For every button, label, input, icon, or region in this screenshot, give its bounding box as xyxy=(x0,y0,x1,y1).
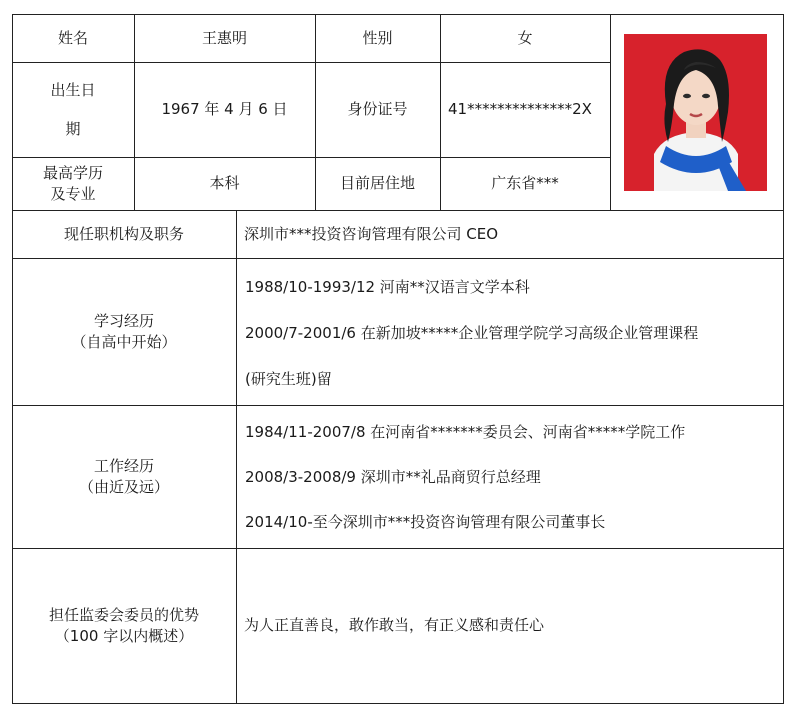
birth-value xyxy=(134,62,315,157)
gender-label xyxy=(315,14,440,62)
name-label-text: 姓名 xyxy=(57,28,88,47)
study-label-line1: 学习经历 xyxy=(93,312,154,331)
current-job-value xyxy=(236,210,784,258)
residence-value xyxy=(440,157,610,210)
id-value xyxy=(440,62,610,157)
application-form xyxy=(12,14,784,704)
residence-label xyxy=(315,157,440,210)
study-entry: 2000/7-2001/6 在新加坡*****企业管理学院学习高级企业管理课程 xyxy=(245,323,699,342)
work-label-line1: 工作经历 xyxy=(93,457,154,476)
study-entries xyxy=(245,264,775,401)
advantage-label-line1: 担任监委会委员的优势 xyxy=(48,606,199,625)
birth-label-line1: 出生日 xyxy=(50,81,96,100)
work-entry: 2008/3-2008/9 深圳市**礼品商贸行总经理 xyxy=(245,468,541,486)
id-label xyxy=(315,62,440,157)
portrait-illustration xyxy=(624,34,767,191)
current-job-label-text: 现任职机构及职务 xyxy=(63,224,184,243)
education-value xyxy=(134,157,315,210)
study-entry: (研究生班)留 xyxy=(245,369,332,388)
birth-value-text: 1967 年 4 月 6 日 xyxy=(161,100,288,119)
education-label-line2: 及专业 xyxy=(50,184,96,203)
id-value-text: 41**************2X xyxy=(448,100,592,119)
education-label xyxy=(12,157,134,210)
education-label-line1: 最高学历 xyxy=(42,164,103,183)
study-label xyxy=(12,258,236,405)
work-entries xyxy=(245,409,775,544)
name-label xyxy=(12,14,134,62)
rule xyxy=(610,14,611,210)
gender-value-text: 女 xyxy=(517,28,533,47)
study-label-line2: （自高中开始） xyxy=(71,332,177,351)
study-entry: 1988/10-1993/12 河南**汉语言文学本科 xyxy=(245,278,530,297)
advantage-label-line2: （100 字以内概述） xyxy=(54,626,194,645)
advantage-value-text: 为人正直善良，敢作敢当，有正义感和责任心 xyxy=(244,616,545,635)
residence-value-text: 广东省*** xyxy=(491,174,559,193)
birth-label-line2: 期 xyxy=(65,119,81,138)
name-value xyxy=(134,14,315,62)
education-value-text: 本科 xyxy=(209,174,240,193)
advantage-value xyxy=(236,548,784,703)
work-label-line2: （由近及远） xyxy=(78,477,169,496)
residence-label-text: 目前居住地 xyxy=(339,174,415,193)
current-job-value-text: 深圳市***投资咨询管理有限公司 CEO xyxy=(244,224,499,243)
work-entry: 1984/11-2007/8 在河南省*******委员会、河南省*****学院工作 xyxy=(245,423,686,441)
work-label xyxy=(12,405,236,548)
gender-label-text: 性别 xyxy=(362,28,393,47)
current-job-label xyxy=(12,210,236,258)
birth-label xyxy=(12,62,134,157)
name-value-text: 王惠明 xyxy=(201,28,247,47)
id-label-text: 身份证号 xyxy=(347,100,408,119)
work-entry: 2014/10-至今深圳市***投资咨询管理有限公司董事长 xyxy=(245,513,606,531)
advantage-label xyxy=(12,548,236,703)
gender-value xyxy=(440,14,610,62)
portrait-photo xyxy=(624,34,767,191)
rule xyxy=(12,703,784,704)
